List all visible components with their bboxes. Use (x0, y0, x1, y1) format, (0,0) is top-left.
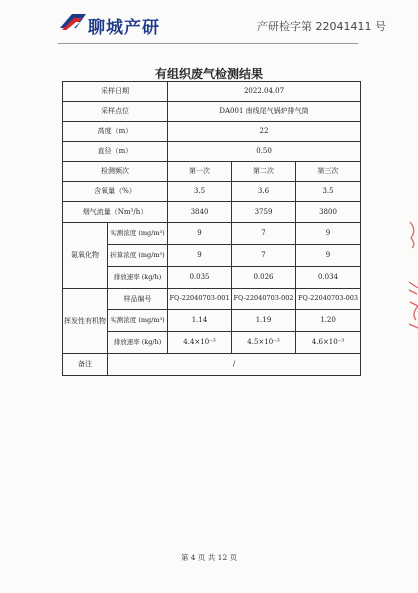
voc-measured-value: 1.19 (232, 310, 296, 332)
table-row (63, 202, 361, 223)
table-row (63, 102, 361, 122)
voc-label: 挥发性有机物 (63, 289, 108, 354)
sampling-date-value: 2022.04.07 (168, 82, 361, 102)
table-row (63, 332, 361, 354)
remarks-label: 备注 (63, 354, 108, 376)
voc-sample-label: 样品编号 (108, 289, 168, 310)
table-row (63, 289, 361, 310)
nox-converted-value: 9 (168, 245, 232, 267)
sampling-date-label: 采样日期 (63, 82, 168, 102)
voc-sample-id: FQ-22040703-001 (168, 289, 232, 310)
voc-rate-value: 4.5×10⁻³ (232, 332, 296, 354)
run-1-header: 第一次 (168, 162, 232, 182)
nox-measured-value: 9 (168, 223, 232, 245)
nox-label: 氮氧化物 (63, 223, 108, 289)
table-row (63, 82, 361, 102)
nox-rate-value: 0.026 (232, 267, 296, 289)
flow-label: 烟气流量（Nm³/h） (63, 202, 168, 223)
page-title: 有组织废气检测结果 (154, 67, 263, 81)
nox-rate-value: 0.034 (296, 267, 361, 289)
height-value: 22 (168, 122, 361, 142)
voc-measured-value: 1.20 (296, 310, 361, 332)
nox-rate-label: 排放速率 (kg/h) (108, 267, 168, 289)
report-number: 产研检字第 22041411 号 (257, 20, 386, 33)
table-row (63, 223, 361, 245)
flow-value: 3800 (296, 202, 361, 223)
voc-rate-label: 排放速率 (kg/h) (108, 332, 168, 354)
remarks-value: / (108, 354, 361, 376)
table-row (63, 310, 361, 332)
table-row (63, 267, 361, 289)
voc-rate-value: 4.6×10⁻³ (296, 332, 361, 354)
flow-value: 3759 (232, 202, 296, 223)
diameter-label: 直径（m） (63, 142, 168, 162)
nox-converted-label: 折算浓度 (mg/m³) (108, 245, 168, 267)
voc-rate-value: 4.4×10⁻³ (168, 332, 232, 354)
company-logo (58, 10, 178, 40)
results-table (62, 81, 361, 376)
logo-icon (58, 10, 88, 36)
nox-measured-value: 7 (232, 223, 296, 245)
frequency-label: 检测频次 (63, 162, 168, 182)
oxygen-value: 3.6 (232, 182, 296, 202)
nox-converted-value: 7 (232, 245, 296, 267)
oxygen-value: 3.5 (168, 182, 232, 202)
voc-measured-label: 实测浓度 (mg/m³) (108, 310, 168, 332)
flow-value: 3840 (168, 202, 232, 223)
sampling-point-value: DA001 南线尾气锅炉排气筒 (168, 102, 361, 122)
header-divider (58, 43, 358, 44)
height-label: 高度（m） (63, 122, 168, 142)
nox-converted-value: 9 (296, 245, 361, 267)
nox-rate-value: 0.035 (168, 267, 232, 289)
voc-sample-id: FQ-22040703-002 (232, 289, 296, 310)
nox-measured-value: 9 (296, 223, 361, 245)
diameter-value: 0.50 (168, 142, 361, 162)
table-row (63, 182, 361, 202)
table-row (63, 245, 361, 267)
table-row (63, 122, 361, 142)
oxygen-label: 含氧量（%） (63, 182, 168, 202)
seal-stamp-fragment (408, 220, 418, 250)
seal-stamp-fragment (406, 280, 418, 330)
table-row (63, 162, 361, 182)
oxygen-value: 3.5 (296, 182, 361, 202)
page-footer: 第 4 页 共 12 页 (180, 553, 238, 562)
nox-measured-label: 实测浓度 (mg/m³) (108, 223, 168, 245)
run-3-header: 第三次 (296, 162, 361, 182)
company-name: 聊城产研 (88, 18, 160, 38)
voc-measured-value: 1.14 (168, 310, 232, 332)
table-row (63, 142, 361, 162)
sampling-point-label: 采样点位 (63, 102, 168, 122)
table-row (63, 354, 361, 376)
voc-sample-id: FQ-22040703-003 (296, 289, 361, 310)
run-2-header: 第二次 (232, 162, 296, 182)
